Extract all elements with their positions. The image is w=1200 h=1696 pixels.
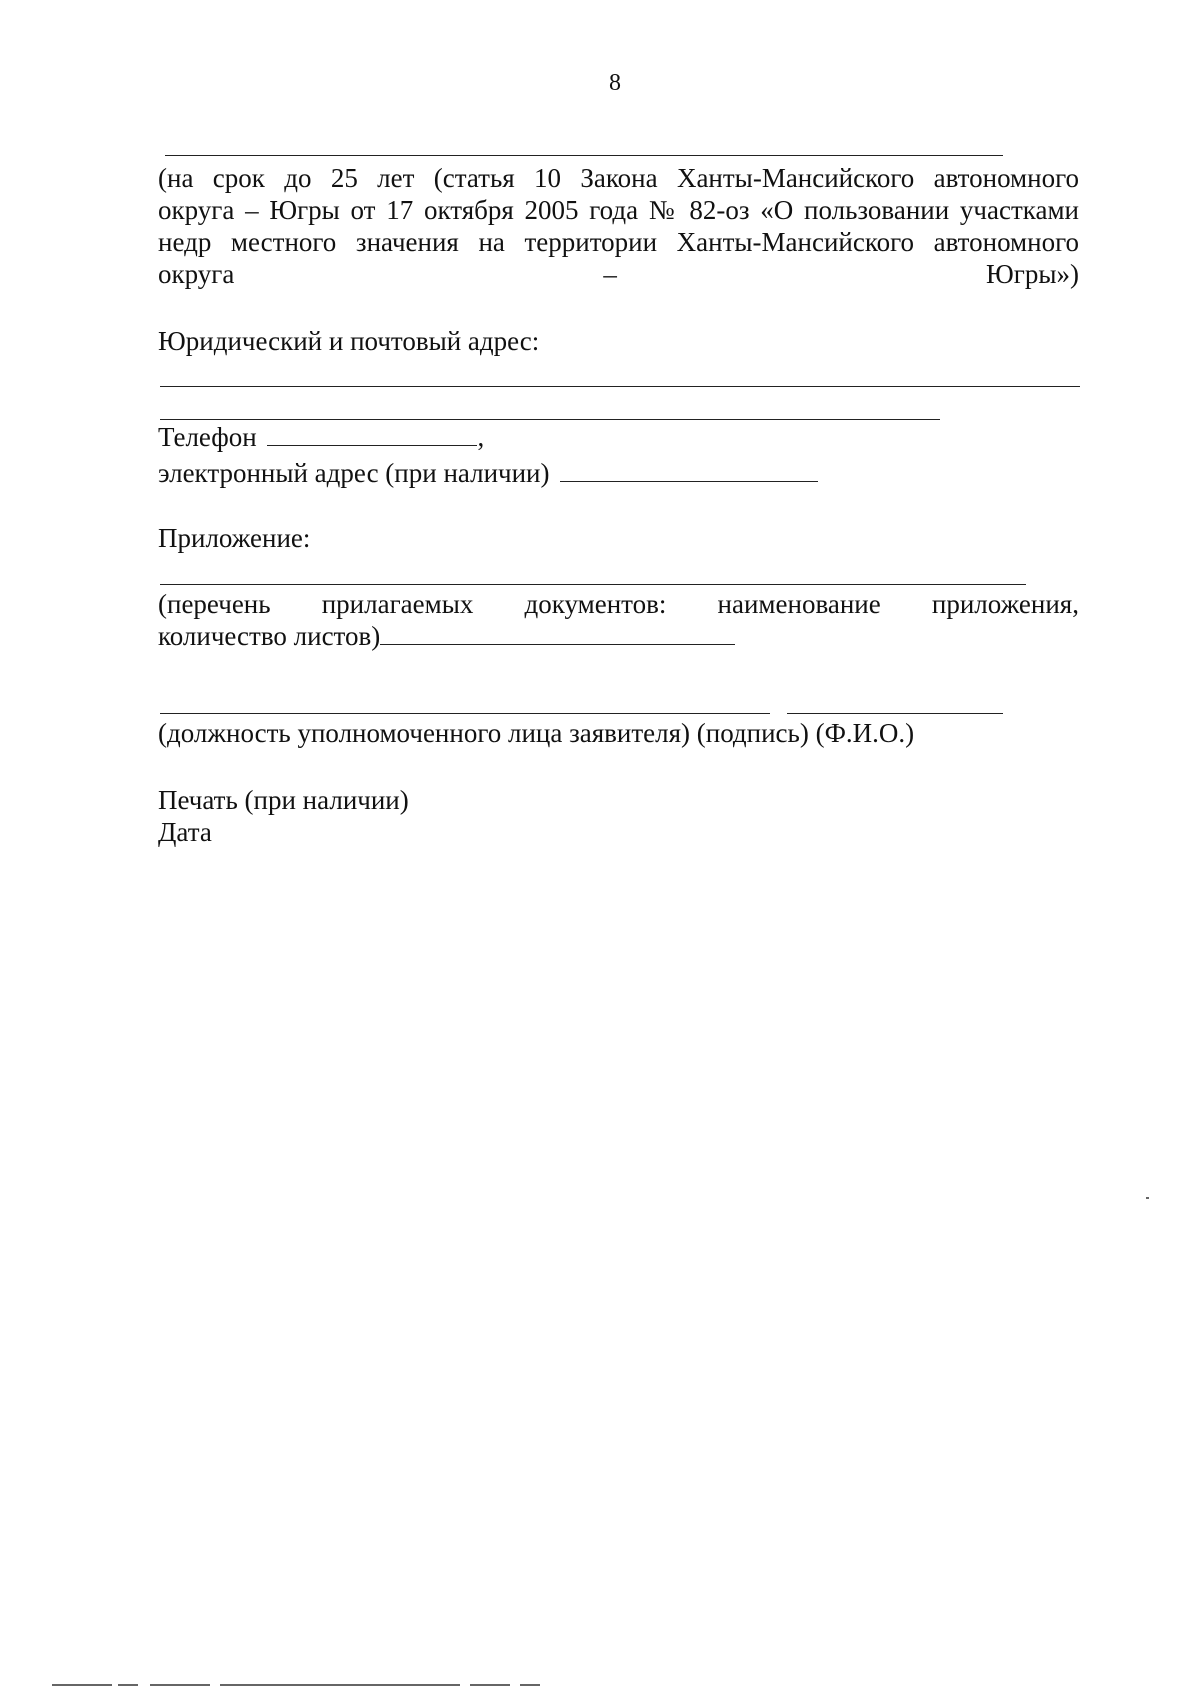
stamp-label: Печать (при наличии) — [158, 785, 409, 815]
term-note — [158, 162, 1079, 290]
email-blank[interactable] — [560, 459, 818, 482]
attachment-note — [158, 588, 1079, 652]
scan-artifact — [520, 1684, 540, 1686]
attachment-label: Приложение: — [158, 523, 311, 553]
signature-caption: (должность уполномоченного лица заявителя) (подпись) (Ф.И.О.) — [158, 718, 915, 748]
term-note-line: округа – Югры от 17 октября 2005 года № 82-оз «О пользовании участками — [158, 195, 1079, 225]
phone-label: Телефон — [158, 422, 257, 452]
attachment-count-blank[interactable] — [380, 622, 735, 645]
address-blank-line-1[interactable] — [160, 386, 1080, 387]
term-note-line: округа – Югры») — [158, 259, 1079, 289]
attachment-note-word: документов: — [524, 589, 667, 619]
term-note-line: недр местного значения на территории Ханты-Мансийского автономного — [158, 227, 1079, 257]
signature-blank-line[interactable] — [787, 713, 1003, 714]
scan-artifact — [470, 1684, 510, 1686]
attachment-note-line-1 — [158, 588, 1079, 620]
attachment-note-word: прилагаемых — [321, 589, 474, 619]
scan-artifact — [1146, 1197, 1149, 1199]
scan-artifact — [52, 1684, 112, 1686]
scan-artifact — [220, 1684, 460, 1686]
attachment-note-word: наименование — [717, 589, 881, 619]
phone-row — [158, 421, 484, 453]
email-row — [158, 457, 818, 489]
date-label: Дата — [158, 817, 212, 847]
email-label: электронный адрес (при наличии) — [158, 458, 550, 488]
term-note-line: (на срок до 25 лет (статья 10 Закона Ханты-Мансийского автономного — [158, 163, 1079, 193]
page-number: 8 — [609, 70, 621, 96]
attachment-note-line-2 — [158, 620, 1079, 652]
address-label: Юридический и почтовый адрес: — [158, 326, 540, 356]
phone-comma: , — [477, 422, 485, 452]
attachment-blank-line[interactable] — [160, 584, 1026, 585]
attachment-note-word: приложения, — [931, 589, 1079, 619]
address-blank-line-2[interactable] — [160, 419, 940, 420]
term-blank-line — [165, 155, 1003, 156]
attachment-count-label: количество листов) — [158, 621, 381, 651]
scan-artifact — [150, 1684, 210, 1686]
attachment-note-word: (перечень — [158, 589, 271, 619]
phone-blank[interactable] — [267, 423, 477, 446]
scan-artifact — [118, 1684, 138, 1686]
position-blank-line[interactable] — [160, 713, 770, 714]
